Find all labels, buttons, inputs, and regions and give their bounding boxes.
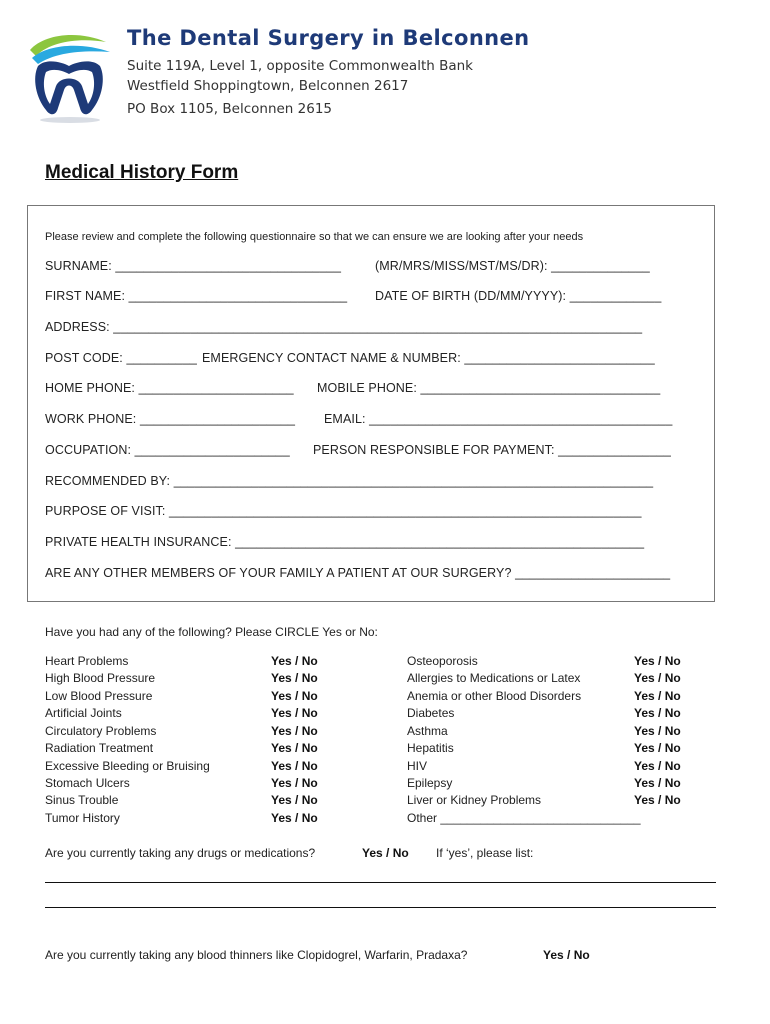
yes-no-option[interactable]: Yes / No <box>634 759 681 773</box>
blood-thinners-yes-no-option[interactable]: Yes / No <box>543 948 590 962</box>
condition-label: Epilepsy <box>407 776 453 790</box>
first-name-field[interactable]: FIRST NAME: _______________________________ <box>45 289 348 303</box>
blood-thinners-question: Are you currently taking any blood thinners like Clopidogrel, Warfarin, Pradaxa? <box>45 948 468 962</box>
yes-no-option[interactable]: Yes / No <box>634 793 681 807</box>
condition-label: Radiation Treatment <box>45 741 154 755</box>
yes-no-option[interactable]: Yes / No <box>271 811 318 825</box>
condition-label: Circulatory Problems <box>45 724 157 738</box>
condition-label: Hepatitis <box>407 741 454 755</box>
yes-no-option[interactable]: Yes / No <box>634 724 681 738</box>
surname-field[interactable]: SURNAME: ________________________________ <box>45 259 342 273</box>
condition-label: Sinus Trouble <box>45 793 119 807</box>
practice-name: The Dental Surgery in Belconnen <box>127 26 530 50</box>
condition-label: Liver or Kidney Problems <box>407 793 542 807</box>
medication-list-line-1[interactable] <box>45 882 716 883</box>
health-insurance-field[interactable]: PRIVATE HEALTH INSURANCE: __________________________________________________________ <box>45 535 645 549</box>
yes-no-option[interactable]: Yes / No <box>634 776 681 790</box>
family-patient-field[interactable]: ARE ANY OTHER MEMBERS OF YOUR FAMILY A PATIENT AT OUR SURGERY? ______________________ <box>45 566 671 580</box>
email-field[interactable]: EMAIL: ___________________________________________ <box>324 412 673 426</box>
condition-label: Artificial Joints <box>45 706 122 720</box>
form-intro: Please review and complete the following questionnaire so that we can ensure we are looking after your needs <box>45 231 584 243</box>
purpose-of-visit-field[interactable]: PURPOSE OF VISIT: ___________________________________________________________________ <box>45 504 642 518</box>
drugs-yes-no-option[interactable]: Yes / No <box>362 846 409 860</box>
yes-no-option[interactable]: Yes / No <box>271 706 318 720</box>
condition-label: Heart Problems <box>45 654 129 668</box>
address-field[interactable]: ADDRESS: ___________________________________________________________________________ <box>45 320 643 334</box>
conditions-heading: Have you had any of the following? Please CIRCLE Yes or No: <box>45 625 378 639</box>
medication-list-line-2[interactable] <box>45 907 716 908</box>
yes-no-option[interactable]: Yes / No <box>634 671 681 685</box>
dob-field[interactable]: DATE OF BIRTH (DD/MM/YYYY): _____________ <box>375 289 662 303</box>
yes-no-option[interactable]: Yes / No <box>271 759 318 773</box>
yes-no-option[interactable]: Yes / No <box>634 654 681 668</box>
address-line-3: PO Box 1105, Belconnen 2615 <box>127 101 333 117</box>
address-line-1: Suite 119A, Level 1, opposite Commonwealth Bank <box>127 58 474 74</box>
yes-no-option[interactable]: Yes / No <box>271 654 318 668</box>
title-field[interactable]: (MR/MRS/MISS/MST/MS/DR): ______________ <box>375 259 650 273</box>
emergency-contact-field[interactable]: EMERGENCY CONTACT NAME & NUMBER: ___________________________ <box>202 351 655 365</box>
practice-logo <box>26 28 118 124</box>
home-phone-field[interactable]: HOME PHONE: ______________________ <box>45 381 294 395</box>
post-code-field[interactable]: POST CODE: __________ <box>45 351 197 365</box>
condition-label: Excessive Bleeding or Bruising <box>45 759 210 773</box>
work-phone-field[interactable]: WORK PHONE: ______________________ <box>45 412 296 426</box>
condition-label: Low Blood Pressure <box>45 689 153 703</box>
yes-no-option[interactable]: Yes / No <box>271 724 318 738</box>
address-line-2: Westfield Shoppingtown, Belconnen 2617 <box>127 78 409 94</box>
occupation-field[interactable]: OCCUPATION: ______________________ <box>45 443 290 457</box>
condition-label: Stomach Ulcers <box>45 776 130 790</box>
condition-label: Allergies to Medications or Latex <box>407 671 581 685</box>
mobile-phone-field[interactable]: MOBILE PHONE: __________________________________ <box>317 381 661 395</box>
other-condition-field[interactable]: Other ______________________________ <box>407 811 641 825</box>
yes-no-option[interactable]: Yes / No <box>271 689 318 703</box>
condition-label: Osteoporosis <box>407 654 478 668</box>
drugs-list-label: If ‘yes’, please list: <box>436 846 534 860</box>
yes-no-option[interactable]: Yes / No <box>271 793 318 807</box>
condition-label: High Blood Pressure <box>45 671 156 685</box>
form-title: Medical History Form <box>45 162 239 183</box>
yes-no-option[interactable]: Yes / No <box>271 741 318 755</box>
recommended-by-field[interactable]: RECOMMENDED BY: ____________________________________________________________________ <box>45 474 654 488</box>
drugs-question: Are you currently taking any drugs or medications? <box>45 846 316 860</box>
logo-shadow <box>40 117 100 123</box>
condition-label: Diabetes <box>407 706 455 720</box>
yes-no-option[interactable]: Yes / No <box>634 706 681 720</box>
condition-label: Anemia or other Blood Disorders <box>407 689 582 703</box>
yes-no-option[interactable]: Yes / No <box>634 689 681 703</box>
yes-no-option[interactable]: Yes / No <box>271 776 318 790</box>
payment-responsible-field[interactable]: PERSON RESPONSIBLE FOR PAYMENT: ________________ <box>313 443 671 457</box>
yes-no-option[interactable]: Yes / No <box>271 671 318 685</box>
yes-no-option[interactable]: Yes / No <box>634 741 681 755</box>
tooth-outline <box>35 61 103 114</box>
condition-label: HIV <box>407 759 428 773</box>
condition-label: Tumor History <box>45 811 120 825</box>
condition-label: Asthma <box>407 724 448 738</box>
